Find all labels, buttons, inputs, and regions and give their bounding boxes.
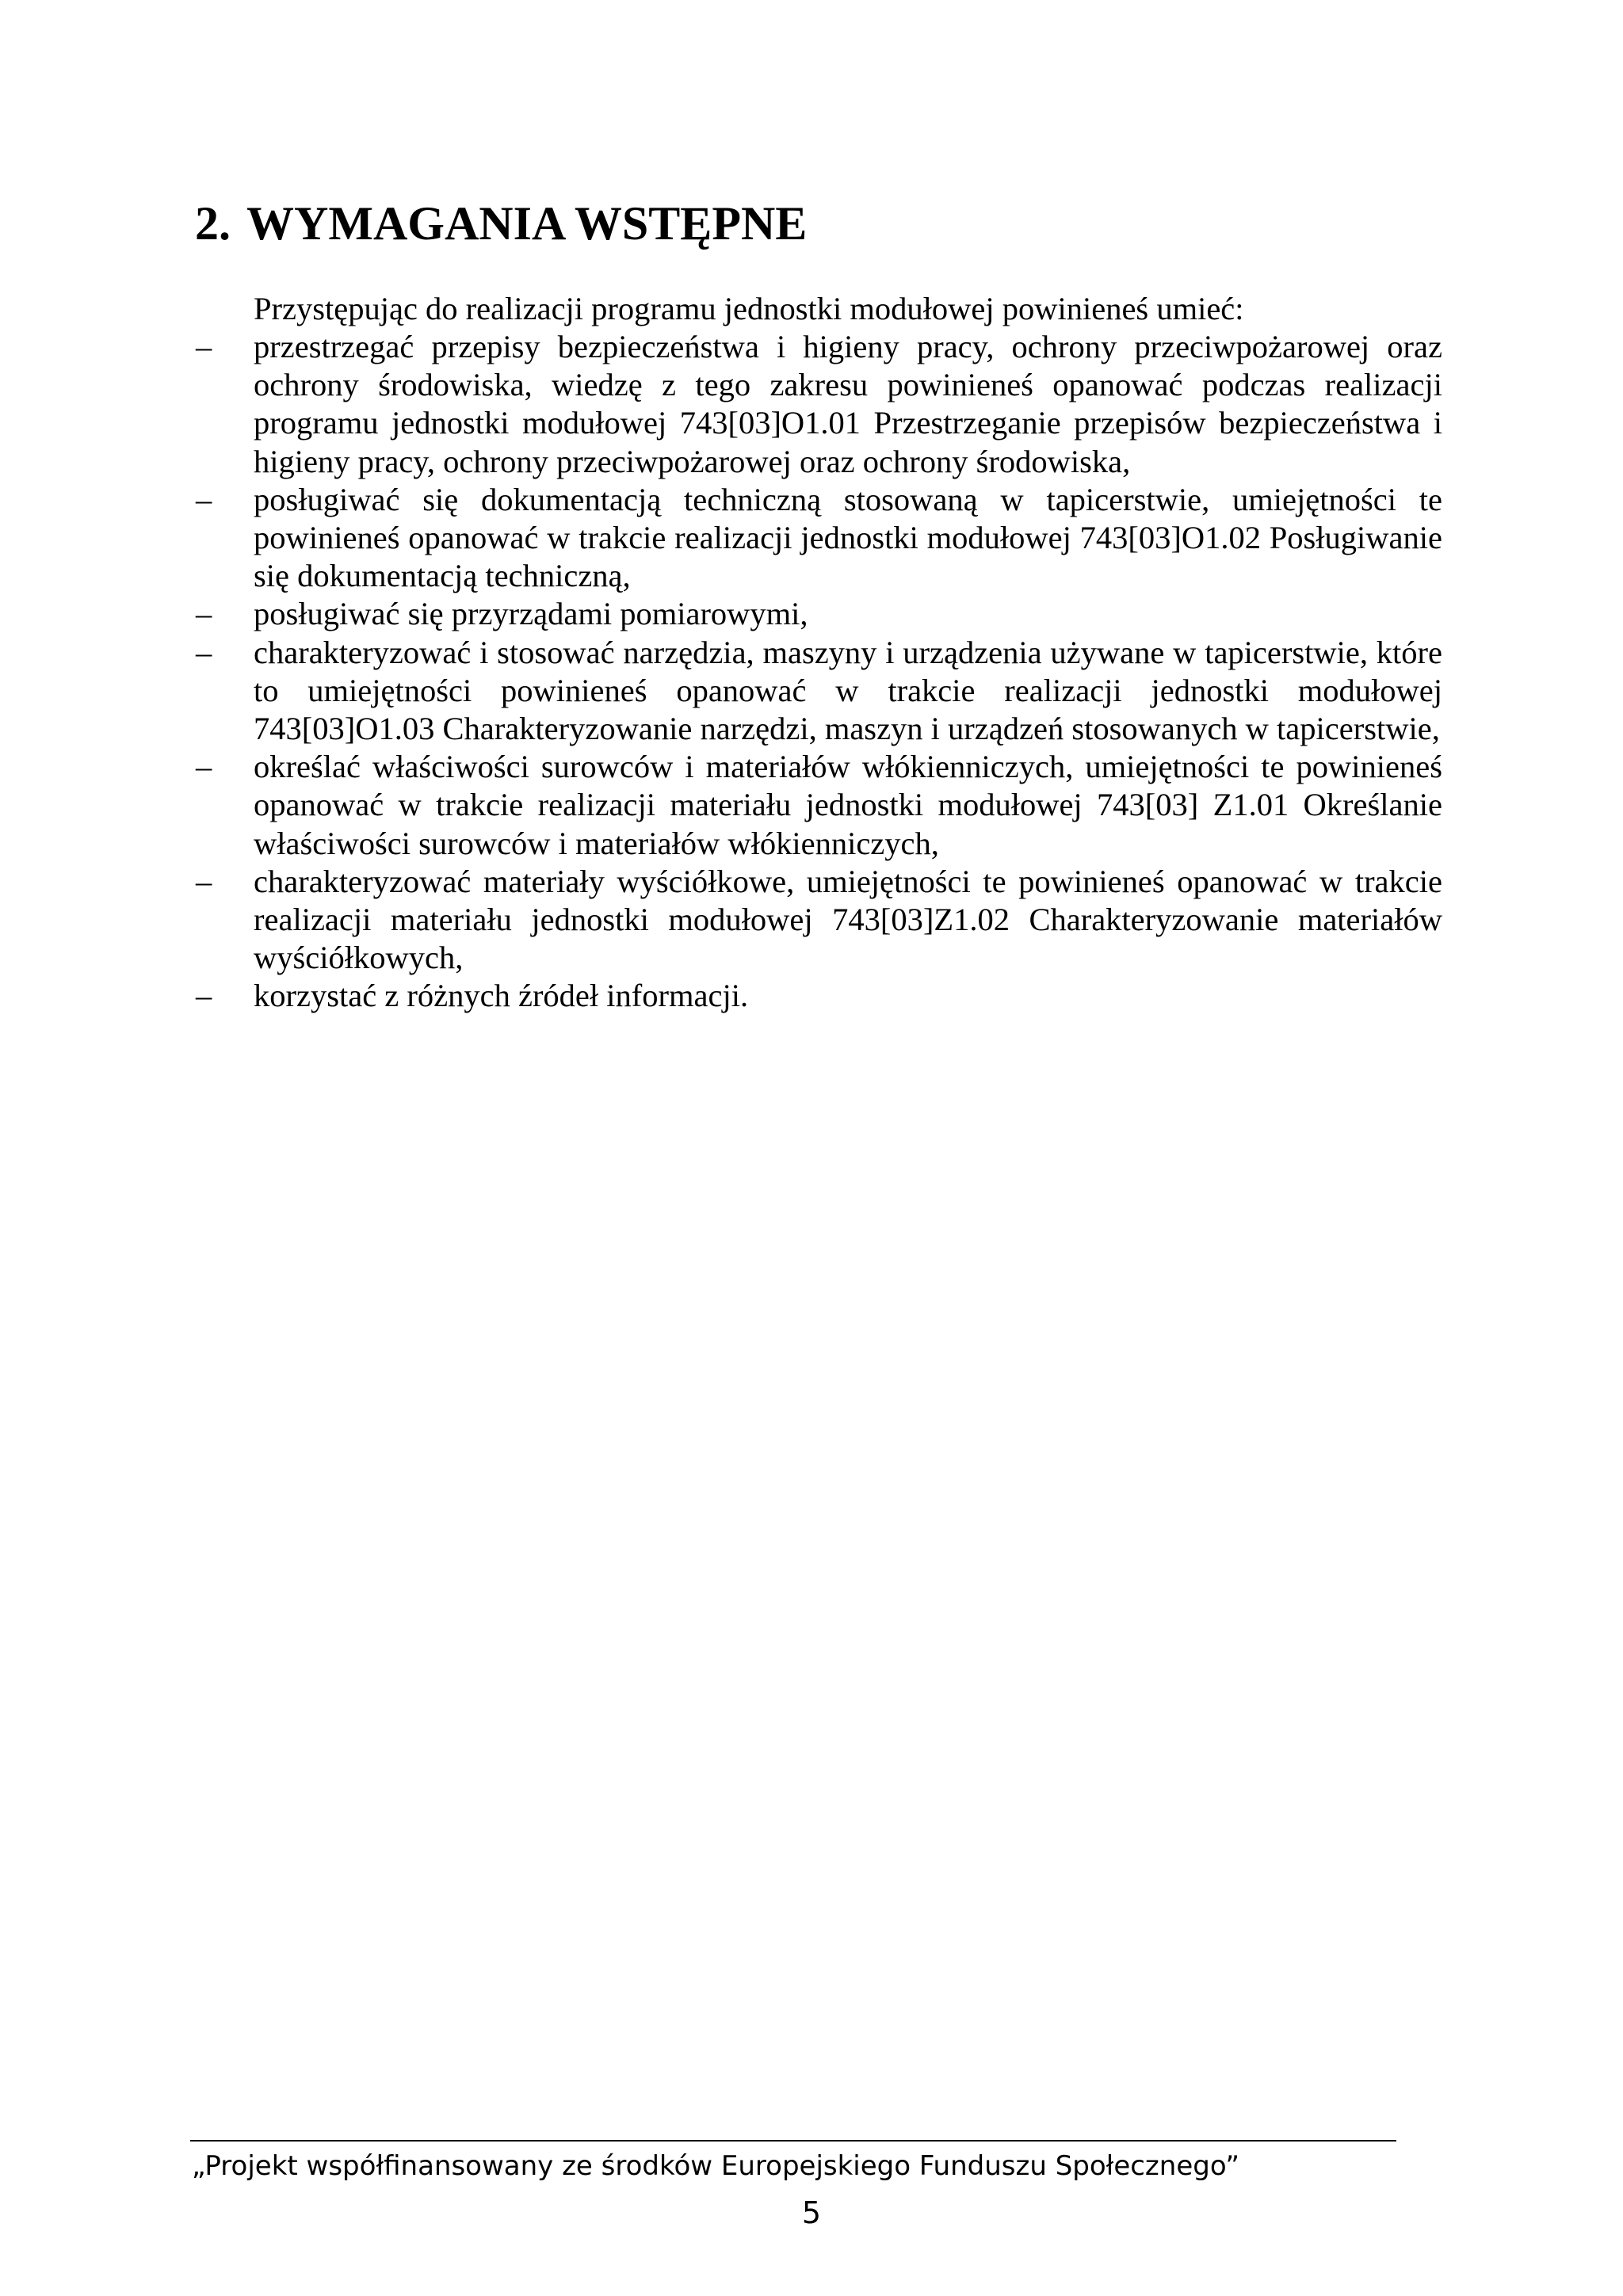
dash-bullet: – [196, 596, 212, 632]
footer-funding-note: „Projekt współfinansowany ze środków Europejskiego Funduszu Społecznego” [192, 2150, 1240, 2182]
list-item-text: charakteryzować i stosować narzędzia, maszyny i urządzenia używane w tapicerstwie, które to umiejętności powinieneś opanować w trakcie realizacji jednostki modułowej 743[03]O1.03 Charakteryzowanie narzędzi, maszyn i urządzeń stosowanych w tapicerstwie, [254, 634, 1442, 747]
dash-bullet: – [196, 749, 212, 785]
list-item-text: posługiwać się dokumentacją techniczną stosowaną w tapicerstwie, umiejętności te powinieneś opanować w trakcie realizacji jednostki modułowej 743[03]O1.02 Posługiwanie się dokumentacją techniczną, [254, 481, 1442, 594]
dash-bullet: – [196, 329, 212, 364]
list-item-text: charakteryzować materiały wyściółkowe, umiejętności te powinieneś opanować w trakcie realizacji materiału jednostki modułowej 743[03]Z1.02 Charakteryzowanie materiałów wyściółkowych, [254, 863, 1442, 976]
requirements-list [196, 328, 1442, 1016]
list-item-text: posługiwać się przyrządami pomiarowymi, [254, 596, 808, 632]
intro-paragraph: Przystępując do realizacji programu jednostki modułowej powinieneś umieć: [254, 291, 1244, 326]
list-item [196, 481, 1442, 596]
list-item [196, 977, 1442, 1015]
section-title: WYMAGANIA WSTĘPNE [246, 197, 808, 250]
list-item-text: określać właściwości surowców i materiałów włókienniczych, umiejętności te powinieneś opanować w trakcie realizacji materiału jednostki modułowej 743[03] Z1.01 Określanie właściwości surowców i materiałów włókienniczych, [254, 749, 1442, 861]
list-item-text: przestrzegać przepisy bezpieczeństwa i higieny pracy, ochrony przeciwpożarowej oraz ochrony środowiska, wiedzę z tego zakresu powinieneś opanować podczas realizacji programu jednostki modułowej 743[03]O1.01 Przestrzeganie przepisów bezpieczeństwa i higieny pracy, ochrony przeciwpożarowej oraz ochrony środowiska, [254, 329, 1442, 479]
section-number: 2. [195, 197, 231, 250]
dash-bullet: – [196, 978, 212, 1014]
dash-bullet: – [196, 481, 212, 517]
list-item-text: korzystać z różnych źródeł informacji. [254, 978, 749, 1014]
list-item [196, 748, 1442, 863]
list-item [196, 863, 1442, 978]
page-number: 5 [801, 2195, 822, 2230]
footer-divider [190, 2140, 1396, 2142]
section-heading [195, 195, 807, 252]
dash-bullet: – [196, 634, 212, 670]
list-item [196, 328, 1442, 481]
dash-bullet: – [196, 863, 212, 899]
list-item [196, 634, 1442, 749]
list-item [196, 595, 1442, 633]
